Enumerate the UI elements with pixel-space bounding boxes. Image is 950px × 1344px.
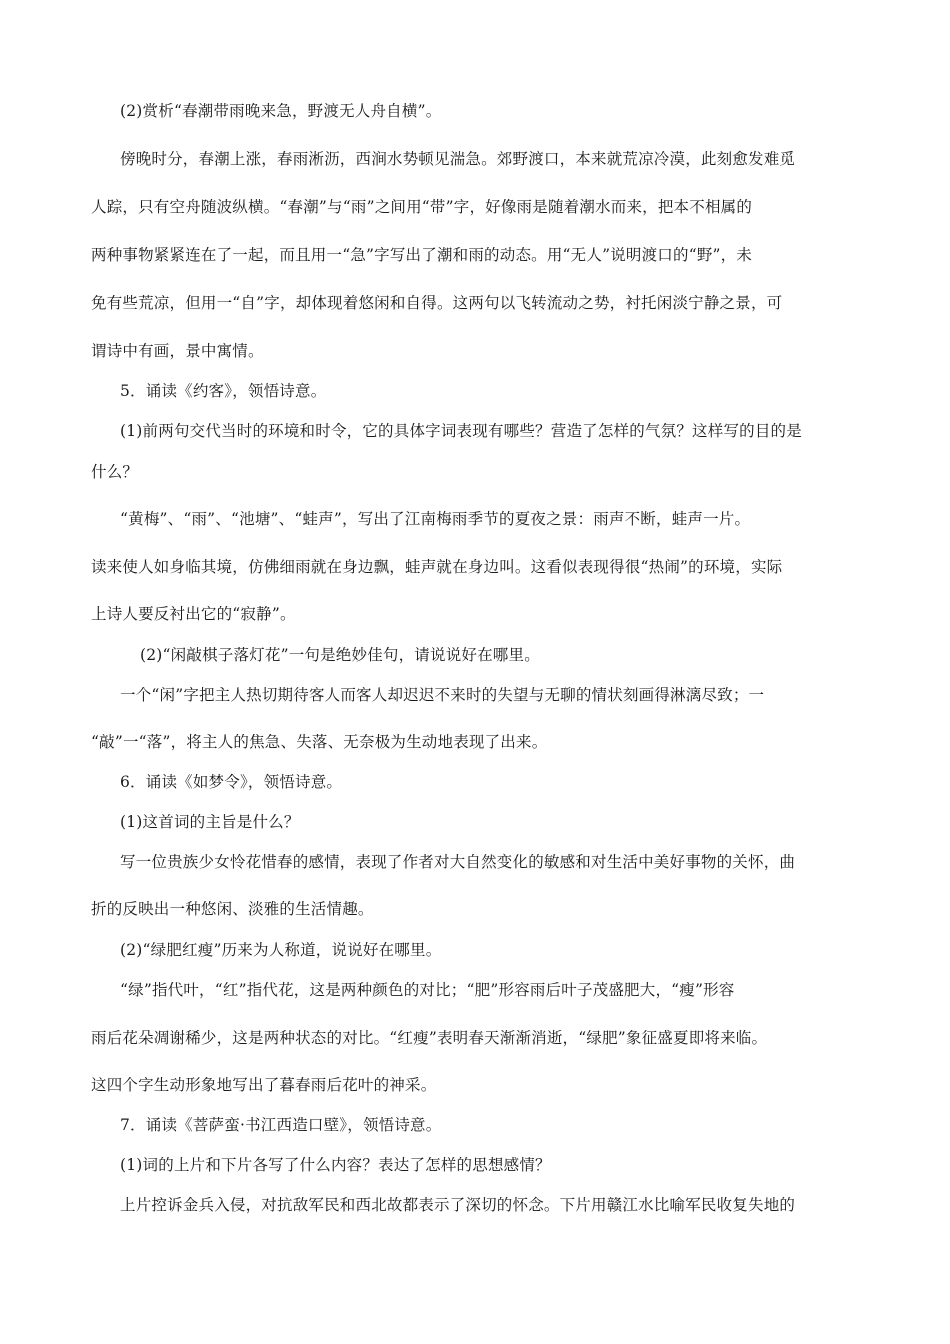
answer-6-2-line-1: “绿”指代叶，“红”指代花，这是两种颜色的对比；“肥”形容雨后叶子茂盛肥大，“瘦”形容 (120, 981, 735, 999)
section-7-heading: 7．诵读《菩萨蛮·书江西造口壁》，领悟诗意。 (120, 1116, 442, 1134)
section-5-heading: 5．诵读《约客》，领悟诗意。 (120, 382, 327, 400)
answer-6-1-line-1: 写一位贵族少女怜花惜春的感情，表现了作者对大自然变化的敏感和对生活中美好事物的关怀，曲 (120, 853, 796, 871)
question-7-1-heading: (1)词的上片和下片各写了什么内容？表达了怎样的思想感情？ (120, 1156, 551, 1174)
answer-2-line-4: 免有些荒凉，但用一“自”字，却体现着悠闲和自得。这两句以飞转流动之势，衬托闲淡宁静之景，可 (91, 294, 783, 312)
answer-5-1-line-3: 上诗人要反衬出它的“寂静”。 (91, 605, 296, 623)
question-5-1-line-1: (1)前两句交代当时的环境和时令，它的具体字词表现有哪些？营造了怎样的气氛？这样写的目的是 (120, 422, 802, 440)
answer-5-2-line-2: “敲”一“落”，将主人的焦急、失落、无奈极为生动地表现了出来。 (91, 733, 548, 751)
answer-5-2-line-1: 一个“闲”字把主人热切期待客人而客人却迟迟不来时的失望与无聊的情状刻画得淋漓尽致；一 (120, 686, 765, 704)
question-2-heading: (2)赏析“春潮带雨晚来急，野渡无人舟自横”。 (120, 102, 442, 120)
answer-7-1-line-1: 上片控诉金兵入侵，对抗敌军民和西北故都表示了深切的怀念。下片用赣江水比喻军民收复失地的 (120, 1196, 796, 1214)
answer-5-1-line-1: “黄梅”、“雨”、“池塘”、“蛙声”，写出了江南梅雨季节的夏夜之景：雨声不断，蛙声一片。 (120, 510, 751, 528)
question-6-1-heading: (1)这首词的主旨是什么？ (120, 813, 300, 831)
answer-5-1-line-2: 读来使人如身临其境，仿佛细雨就在身边飘，蛙声就在身边叫。这看似表现得很“热闹”的环境，实际 (91, 558, 783, 576)
answer-6-1-line-2: 折的反映出一种悠闲、淡雅的生活情趣。 (91, 900, 374, 918)
answer-2-line-3: 两种事物紧紧连在了一起，而且用一“急”字写出了潮和雨的动态。用“无人”说明渡口的“野”，未 (91, 246, 753, 264)
answer-2-line-5: 谓诗中有画，景中寓情。 (91, 342, 264, 360)
answer-6-2-line-3: 这四个字生动形象地写出了暮春雨后花叶的神采。 (91, 1076, 437, 1094)
answer-2-line-1: 傍晚时分，春潮上涨，春雨淅沥，西涧水势顿见湍急。郊野渡口，本来就荒凉冷漠，此刻愈发难觅 (120, 150, 796, 168)
section-6-heading: 6．诵读《如梦令》，领悟诗意。 (120, 773, 343, 791)
question-5-1-line-2: 什么？ (91, 463, 139, 481)
answer-6-2-line-2: 雨后花朵凋谢稀少，这是两种状态的对比。“红瘦”表明春天渐渐消逝，“绿肥”象征盛夏即将来临。 (91, 1029, 768, 1047)
question-5-2-heading: (2)“闲敲棋子落灯花”一句是绝妙佳句，请说说好在哪里。 (140, 646, 540, 664)
question-6-2-heading: (2)“绿肥红瘦”历来为人称道，说说好在哪里。 (120, 941, 442, 959)
answer-2-line-2: 人踪，只有空舟随波纵横。“春潮”与“雨”之间用“带”字，好像雨是随着潮水而来，把本不相属的 (91, 198, 753, 216)
